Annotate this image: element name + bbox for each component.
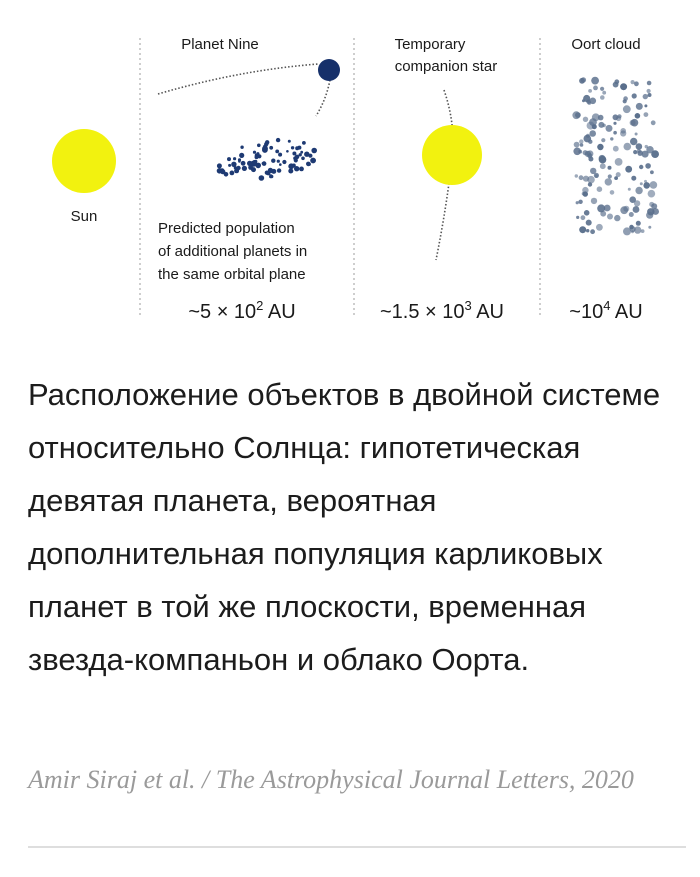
oort-dot bbox=[636, 143, 643, 150]
oort-dot bbox=[645, 163, 651, 169]
oort-dot bbox=[574, 142, 580, 148]
oort-dot bbox=[648, 226, 651, 229]
oort-dot bbox=[634, 226, 641, 233]
oort-dot bbox=[586, 220, 592, 226]
oort-dot bbox=[600, 163, 606, 169]
oort-dot bbox=[580, 143, 584, 147]
oort-dot bbox=[596, 224, 603, 231]
oort-dot bbox=[634, 81, 639, 86]
population-dot bbox=[253, 151, 256, 154]
oort-dot bbox=[644, 112, 649, 117]
population-dot bbox=[233, 157, 236, 160]
oort-dot bbox=[643, 182, 650, 189]
oort-dot bbox=[579, 226, 586, 233]
oort-cloud-label: Oort cloud bbox=[571, 36, 641, 53]
population-dot bbox=[257, 144, 261, 148]
oort-dot bbox=[632, 93, 637, 98]
population-dot bbox=[294, 158, 298, 162]
oort-dot bbox=[648, 93, 652, 97]
population-dot bbox=[265, 140, 269, 144]
planet-nine-circle bbox=[318, 59, 340, 81]
sun-circle bbox=[52, 129, 116, 193]
population-dot bbox=[301, 157, 305, 161]
oort-dot bbox=[639, 165, 643, 169]
population-dot bbox=[302, 141, 306, 145]
population-dot bbox=[251, 161, 257, 167]
oort-dot bbox=[583, 191, 588, 196]
oort-dot bbox=[573, 148, 581, 156]
oort-dot bbox=[614, 79, 619, 84]
figure-caption: Расположение объектов в двойной системе относительно Солнца: гипотетическая девятая планета, вероятная дополнительная популяция карликовых планет в той же плоскости, временная звезда-компаньон и облако Оорта. bbox=[28, 377, 661, 677]
oort-dot bbox=[647, 81, 652, 86]
population-dot bbox=[292, 152, 296, 156]
oort-dot bbox=[625, 166, 632, 173]
oort-dot bbox=[647, 208, 654, 215]
population-dot bbox=[277, 168, 281, 172]
oort-dot bbox=[631, 119, 639, 127]
oort-dot bbox=[579, 175, 584, 180]
population-dot bbox=[299, 167, 304, 172]
oort-dot bbox=[581, 215, 586, 220]
oort-dot bbox=[608, 174, 612, 178]
oort-dot bbox=[633, 206, 640, 213]
oort-dot bbox=[643, 94, 648, 99]
oort-dot bbox=[602, 91, 606, 95]
oort-dot bbox=[608, 166, 612, 170]
oort-dot bbox=[623, 206, 629, 212]
population-dot bbox=[217, 163, 222, 168]
oort-dot bbox=[613, 131, 617, 135]
population-dot bbox=[277, 160, 280, 163]
oort-cloud-dots bbox=[572, 77, 659, 236]
sun-label: Sun bbox=[70, 208, 98, 225]
population-dot bbox=[238, 160, 241, 163]
oort-dot bbox=[640, 182, 643, 185]
population-dot bbox=[278, 153, 282, 157]
planet-nine-orbit-upper bbox=[158, 64, 318, 94]
companion-label-line-2: companion star bbox=[394, 58, 498, 75]
oort-dot bbox=[591, 198, 597, 204]
oort-dot bbox=[641, 229, 645, 233]
oort-dot bbox=[607, 214, 613, 220]
diagram-figure bbox=[0, 0, 700, 340]
population-dot bbox=[241, 161, 246, 166]
population-dot bbox=[282, 160, 286, 164]
companion-label-line-1: Temporary bbox=[394, 36, 466, 53]
oort-dot bbox=[613, 114, 619, 120]
population-dot bbox=[271, 159, 275, 163]
oort-dot bbox=[584, 210, 590, 216]
oort-dot bbox=[610, 190, 615, 195]
population-dot bbox=[288, 140, 291, 143]
oort-dot bbox=[576, 216, 579, 219]
oort-dot bbox=[631, 176, 636, 181]
distance-label-oort: $\sim 10^4$ AU bbox=[569, 298, 643, 323]
oort-dot bbox=[586, 100, 590, 104]
population-dot bbox=[239, 153, 244, 158]
oort-dot bbox=[624, 143, 632, 151]
oort-dot bbox=[600, 211, 606, 217]
oort-dot bbox=[635, 187, 642, 194]
oort-dot bbox=[644, 104, 647, 107]
oort-dot bbox=[579, 78, 585, 84]
population-dot bbox=[228, 164, 231, 167]
oort-dot bbox=[597, 144, 603, 150]
oort-dot bbox=[650, 170, 654, 174]
oort-dot bbox=[591, 77, 599, 85]
population-dot bbox=[242, 166, 247, 171]
oort-dot bbox=[578, 200, 582, 204]
population-dot bbox=[311, 148, 317, 154]
population-dot bbox=[234, 168, 239, 173]
oort-dot bbox=[645, 145, 648, 148]
planet-nine-label: Planet Nine bbox=[181, 36, 259, 53]
population-dot bbox=[306, 153, 309, 156]
population-dot bbox=[269, 146, 273, 150]
population-dot bbox=[270, 175, 274, 179]
oort-dot bbox=[585, 151, 591, 157]
oort-dot bbox=[600, 87, 604, 91]
oort-dot bbox=[628, 188, 631, 191]
planet-nine-orbit-lower bbox=[316, 80, 330, 116]
population-dot bbox=[256, 152, 259, 155]
oort-dot bbox=[606, 125, 613, 132]
oort-dot bbox=[588, 89, 592, 93]
population-dot bbox=[286, 150, 289, 153]
oort-dot bbox=[595, 174, 599, 178]
oort-dot bbox=[631, 230, 634, 233]
oort-dot bbox=[605, 178, 612, 185]
oort-dot bbox=[610, 137, 613, 140]
oort-dot bbox=[620, 83, 627, 90]
oort-dot bbox=[651, 120, 656, 125]
population-dot bbox=[288, 169, 293, 174]
oort-dot bbox=[633, 150, 637, 154]
population-dot bbox=[262, 162, 265, 165]
oort-dot bbox=[613, 146, 619, 152]
oort-dot bbox=[617, 114, 621, 118]
oort-dot bbox=[601, 138, 605, 142]
population-dot bbox=[271, 170, 274, 173]
oort-dot bbox=[651, 150, 659, 158]
oort-dot bbox=[589, 118, 597, 126]
population-dot bbox=[294, 166, 299, 171]
oort-dot bbox=[590, 229, 595, 234]
population-label-line-1: Predicted population bbox=[158, 220, 295, 237]
oort-dot bbox=[635, 113, 641, 119]
oort-dot bbox=[629, 212, 634, 217]
oort-dot bbox=[642, 151, 649, 158]
population-dot bbox=[275, 150, 279, 154]
population-dot bbox=[251, 167, 256, 172]
oort-dot bbox=[650, 181, 658, 189]
oort-dot bbox=[635, 133, 638, 136]
oort-dot bbox=[600, 95, 605, 100]
solar-system-diagram bbox=[0, 0, 700, 340]
oort-dot bbox=[648, 190, 656, 198]
population-dot bbox=[310, 158, 316, 164]
oort-dot bbox=[623, 99, 627, 103]
oort-dot bbox=[576, 201, 579, 204]
oort-dot bbox=[575, 174, 578, 177]
distance-label-planet-nine: ~5 × $10^2$ AU bbox=[188, 298, 296, 323]
oort-dot bbox=[597, 186, 603, 192]
companion-star-circle bbox=[422, 125, 482, 185]
population-dot bbox=[297, 146, 301, 150]
population-dot bbox=[308, 163, 311, 166]
oort-dot bbox=[593, 86, 598, 91]
oort-dot bbox=[623, 227, 631, 235]
oort-dot bbox=[586, 134, 590, 138]
oort-dot bbox=[588, 140, 592, 144]
oort-dot bbox=[598, 122, 604, 128]
population-dot bbox=[263, 145, 267, 149]
oort-dot bbox=[647, 89, 651, 93]
population-dot bbox=[240, 146, 243, 149]
population-dot bbox=[265, 171, 269, 175]
oort-dot bbox=[599, 156, 607, 164]
oort-dot bbox=[579, 139, 583, 143]
population-dot bbox=[300, 151, 303, 154]
oort-dot bbox=[613, 122, 616, 125]
population-label-line-2: of additional planets in bbox=[158, 243, 308, 260]
oort-dot bbox=[586, 229, 589, 232]
oort-dot bbox=[615, 158, 623, 166]
population-dot bbox=[279, 163, 282, 166]
distance-label-companion: ~1.5 × $10^3$ AU bbox=[379, 298, 505, 323]
oort-dot bbox=[583, 117, 588, 122]
oort-dot bbox=[630, 138, 637, 145]
figure-credit: Amir Siraj et al. / The Astrophysical Journal Letters, 2020 bbox=[28, 765, 634, 794]
population-dot bbox=[227, 157, 231, 161]
oort-dot bbox=[629, 196, 636, 203]
additional-population-dots bbox=[217, 138, 317, 181]
oort-dot bbox=[620, 128, 626, 134]
divider-rule bbox=[28, 846, 686, 848]
oort-dot bbox=[614, 215, 620, 221]
oort-dot bbox=[623, 105, 631, 113]
population-dot bbox=[224, 172, 229, 177]
population-dot bbox=[255, 155, 259, 159]
oort-dot bbox=[636, 103, 643, 110]
oort-dot bbox=[637, 149, 641, 153]
oort-dot bbox=[587, 176, 595, 184]
population-dot bbox=[276, 138, 280, 142]
oort-dot bbox=[589, 130, 596, 137]
oort-dot bbox=[636, 221, 641, 226]
population-dot bbox=[259, 175, 265, 181]
oort-dot bbox=[572, 111, 580, 119]
oort-dot bbox=[614, 176, 618, 180]
population-dot bbox=[291, 146, 294, 149]
population-label-line-3: the same orbital plane bbox=[158, 266, 306, 283]
population-dot bbox=[230, 171, 235, 176]
